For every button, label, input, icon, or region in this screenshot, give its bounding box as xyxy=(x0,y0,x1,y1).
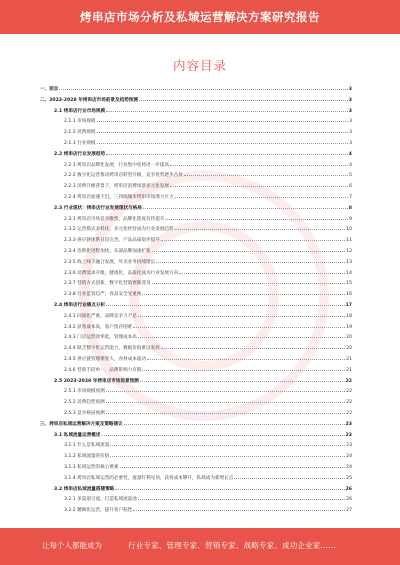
toc-leader-dots xyxy=(138,499,345,500)
toc-leader-dots xyxy=(179,273,345,274)
toc-leader-dots xyxy=(97,132,349,133)
toc-leader-dots xyxy=(143,208,348,209)
toc-entry-label: 3.1 私域流量运营概述 xyxy=(54,432,101,438)
toc-entry-label: 2.2.2 数字化运营推动烤串店转型升级，竞争优势逐步凸显 xyxy=(64,173,183,179)
toc-entry-label: 2.4.5 供应链管理难度大，食材成本波动 xyxy=(64,357,147,362)
toc-entry[interactable] xyxy=(54,486,352,493)
toc-entry-label: 2.5.2 消费趋势预测 xyxy=(64,400,105,406)
toc-leader-dots xyxy=(142,370,345,371)
toc-entry[interactable] xyxy=(64,442,352,449)
toc-entry-label: 二、2023-2028 年烤串店市场前景及趋势预测 xyxy=(40,97,138,103)
toc-entry[interactable] xyxy=(54,432,352,439)
toc-leader-dots xyxy=(170,165,348,166)
toc-leader-dots xyxy=(120,467,346,468)
toc-leader-dots xyxy=(138,337,345,338)
toc-entry-page: 26 xyxy=(346,497,352,503)
toc-entry-page: 24 xyxy=(346,465,352,470)
toc-entry-page: 16 xyxy=(346,292,352,298)
toc-entry[interactable] xyxy=(54,151,352,158)
toc-entry-page: 6 xyxy=(349,184,352,190)
toc-entry-page: 3 xyxy=(348,108,352,114)
report-title: 烤串店市场分析及私域运营解决方案研究报告 xyxy=(80,10,320,24)
toc-entry[interactable] xyxy=(64,313,352,320)
toc-leader-dots xyxy=(139,100,348,101)
toc-entry-label: 2.3.4 连锁化进程加快，头部品牌加速扩张 xyxy=(64,249,151,254)
toc-entry-label: 2.4.3 门店运营效率低，管理成本高 xyxy=(64,335,137,341)
toc-leader-dots xyxy=(97,121,349,122)
toc-entry-label: 3.2 烤串店私域流量搭建策略 xyxy=(54,486,115,492)
toc-entry-page: 3 xyxy=(348,87,352,92)
toc-entry[interactable] xyxy=(64,226,352,233)
toc-entry[interactable] xyxy=(64,237,352,244)
toc-entry[interactable] xyxy=(64,410,352,417)
toc-leader-dots xyxy=(106,305,345,306)
toc-entry-page: 20 xyxy=(346,335,352,341)
toc-entry-page: 7 xyxy=(349,195,352,200)
toc-leader-dots xyxy=(59,89,347,90)
toc-entry[interactable] xyxy=(64,129,352,136)
toc-entry-label: 3.1.2 私域流量的价值 xyxy=(64,454,110,460)
toc-entry-page: 5 xyxy=(349,173,352,179)
toc-entry[interactable] xyxy=(64,367,352,374)
toc-entry[interactable] xyxy=(64,259,352,266)
toc-leader-dots xyxy=(97,143,349,144)
toc-entry[interactable] xyxy=(64,496,352,503)
toc-entry-page: 21 xyxy=(346,367,352,373)
toc-entry-page: 12 xyxy=(346,249,352,254)
toc-entry[interactable] xyxy=(64,194,352,201)
toc-leader-dots xyxy=(234,478,345,479)
toc-leader-dots xyxy=(124,424,345,425)
toc-leader-dots xyxy=(161,240,345,241)
toc-entry-label: 2.1.1 市场规模 xyxy=(64,119,96,125)
toc-entry-label: 2.3.5 线上线下融合发展，外卖业务持续增长 xyxy=(64,259,156,265)
toc-entry-label: 2.2.1 烤串店品牌化发展，行业集中度将进一步提高 xyxy=(64,162,170,168)
toc-entry-page: 15 xyxy=(346,281,352,287)
toc-leader-dots xyxy=(170,186,348,187)
toc-leader-dots xyxy=(147,359,345,360)
toc-entry-page: 23 xyxy=(345,432,352,438)
toc-entry-label: 2.2.4 烤串店加速下沉，三四线城市烤串市场潜力巨大 xyxy=(64,195,174,200)
toc-entry-page: 21 xyxy=(346,357,352,362)
toc-leader-dots xyxy=(133,327,345,328)
toc-entry-label: 2.3.8 行业监管趋严，食品安全受重视 xyxy=(64,292,142,298)
toc-leader-dots xyxy=(140,381,345,382)
toc-entry-label: 3.1.3 私域运营的核心要素 xyxy=(64,465,119,470)
toc-entry-label: 2.2.3 消费升级背景下，烤串店消费场景多元化发展 xyxy=(64,184,170,190)
toc-leader-dots xyxy=(115,489,344,490)
toc-entry[interactable] xyxy=(64,216,352,223)
toc-entry-page: 3 xyxy=(348,97,352,103)
toc-entry-label: 2.5.1 市场规模预测 xyxy=(64,389,105,395)
toc-entry-label: 3.2.2 精细化运营，提升客户粘性 xyxy=(64,508,133,514)
toc-entry[interactable] xyxy=(64,291,352,298)
toc-entry-label: 3.2.1 多渠道引流，打造私域流量池 xyxy=(64,497,137,503)
toc-entry-label: 2.3.2 运营模式多样化，多元化经营成为行业发展趋势 xyxy=(64,227,174,233)
toc-entry[interactable] xyxy=(64,356,352,363)
toc-entry[interactable] xyxy=(64,140,352,147)
toc-entry[interactable] xyxy=(64,324,352,331)
toc-entry-page: 23 xyxy=(345,421,352,427)
toc-entry[interactable] xyxy=(64,388,352,395)
toc-entry-page: 8 xyxy=(348,205,352,211)
report-header xyxy=(0,0,400,34)
toc-entry[interactable] xyxy=(54,108,352,115)
toc-entry-label: 2.4.2 获客成本高，客户留存困难 xyxy=(64,324,133,330)
toc-leader-dots xyxy=(110,456,345,457)
footer-right-text: 行业专家、管理专家、营销专家、战略专家、成功企业家…… xyxy=(128,541,336,550)
toc-leader-dots xyxy=(106,402,345,403)
toc-leader-dots xyxy=(106,111,348,112)
toc-entry[interactable] xyxy=(64,270,352,277)
toc-entry-page: 22 xyxy=(346,389,352,395)
toc-entry[interactable] xyxy=(64,475,352,482)
toc-entry-page: 17 xyxy=(345,303,352,308)
toc-leader-dots xyxy=(142,294,345,295)
report-footer xyxy=(0,528,400,565)
toc-entry-page: 4 xyxy=(349,162,352,168)
toc-entry-page: 19 xyxy=(346,324,352,330)
toc-leader-dots xyxy=(175,197,348,198)
toc-entry-label: 3.1.1 什么是私域流量 xyxy=(64,443,110,449)
toc-entry-label: 2.3.1 烤串店市场竞争激烈，品牌化程度有待提升 xyxy=(64,216,165,222)
toc-entry-page: 13 xyxy=(346,259,352,265)
toc-entry-page: 23 xyxy=(346,443,352,449)
toc-entry-page: 25 xyxy=(346,475,352,481)
toc-entry[interactable] xyxy=(40,97,352,104)
toc-entry-label: 2.4.6 营销手段单一，品牌影响力有限 xyxy=(64,367,142,373)
toc-entry-page: 22 xyxy=(345,378,352,384)
toc-leader-dots xyxy=(161,348,345,349)
toc-entry-page: 22 xyxy=(346,400,352,406)
toc-entry-page: 10 xyxy=(346,227,352,233)
toc-leader-dots xyxy=(152,251,345,252)
toc-entry-page: 18 xyxy=(346,313,352,319)
toc-entry[interactable] xyxy=(64,399,352,406)
toc-entry-label: 三、烤串店私域运营解决方案及策略建议 xyxy=(40,421,123,427)
toc-entry[interactable] xyxy=(64,334,352,341)
toc-entry-label: 2.4.1 同质化严重，品牌竞争力不足 xyxy=(64,313,137,319)
toc-entry[interactable] xyxy=(54,302,352,309)
toc-entry-page: 24 xyxy=(346,454,352,460)
toc-entry[interactable] xyxy=(64,453,352,460)
toc-entry-label: 2.3.6 消费需求升级，健康化、品质化成为行业发展方向 xyxy=(64,270,179,276)
toc-entry[interactable] xyxy=(64,248,352,255)
toc-entry[interactable] xyxy=(64,507,352,514)
toc-entry-label: 2.5.3 竞争格局预测 xyxy=(64,411,105,416)
toc-entry[interactable] xyxy=(54,205,352,212)
toc-entry-page: 9 xyxy=(349,216,352,222)
toc-entry[interactable] xyxy=(64,118,352,125)
toc-entry-label: 2.2 烤串店行业发展趋势 xyxy=(54,151,106,157)
toc-entry-page: 26 xyxy=(345,486,352,492)
toc-entry[interactable] xyxy=(64,183,352,190)
toc-entry-page: 14 xyxy=(346,270,352,276)
toc-entry-page: 11 xyxy=(346,238,352,244)
toc-leader-dots xyxy=(106,391,345,392)
toc-leader-dots xyxy=(110,445,345,446)
toc-entry[interactable] xyxy=(40,421,352,428)
toc-leader-dots xyxy=(156,262,345,263)
toc-entry[interactable] xyxy=(64,162,352,169)
toc-entry[interactable] xyxy=(64,172,352,179)
toc-entry-label: 2.3 行业现状：烤串店行业发展现状与格局 xyxy=(54,205,142,211)
toc-entry-label: 2.4 烤串店行业痛点分析 xyxy=(54,303,106,308)
toc-entry-page: 3 xyxy=(349,119,352,125)
toc-entry[interactable] xyxy=(54,378,352,385)
toc-leader-dots xyxy=(165,219,348,220)
toc-entry-label: 2.3.7 营销方式创新，数字化营销逐渐普及 xyxy=(64,281,151,287)
toc-entry-label: 2.1.2 消费规模 xyxy=(64,130,96,136)
toc-list xyxy=(40,86,352,518)
toc-entry-label: 2.5 2023-2028 年烤串店市场前景预测 xyxy=(54,378,139,384)
toc-leader-dots xyxy=(106,413,345,414)
toc-leader-dots xyxy=(106,154,348,155)
toc-entry-label: 2.1.3 行业规模 xyxy=(64,141,96,146)
toc-entry-page: 22 xyxy=(346,411,352,416)
toc-entry[interactable] xyxy=(64,464,352,471)
toc-entry[interactable] xyxy=(40,86,352,93)
toc-entry[interactable] xyxy=(64,345,352,352)
toc-entry[interactable] xyxy=(64,280,352,287)
toc-leader-dots xyxy=(152,283,345,284)
toc-entry-page: 3 xyxy=(349,141,352,146)
toc-entry-page: 27 xyxy=(346,508,352,514)
toc-leader-dots xyxy=(133,510,345,511)
toc-entry-label: 2.4.4 缺乏数字化运营能力，数据价值难以发挥 xyxy=(64,346,160,352)
toc-entry-label: 一、前言 xyxy=(40,87,59,92)
toc-leader-dots xyxy=(102,435,345,436)
toc-leader-dots xyxy=(184,175,348,176)
toc-leader-dots xyxy=(138,316,345,317)
toc-entry-label: 3.1.4 烤串店私域运营的必要性，流量红利见顶，获客成本攀升，私域成为新增长点 xyxy=(64,475,234,481)
toc-entry-label: 2.3.3 供应链体系日趋完善，产品品质稳步提升 xyxy=(64,238,160,244)
toc-entry-page: 4 xyxy=(348,151,352,157)
footer-left-text: 让每个人都能成为 xyxy=(42,541,102,550)
toc-title: 内容目录 xyxy=(172,58,227,73)
toc-leader-dots xyxy=(175,229,346,230)
toc-entry-label: 2.1 烤串店行业市场规模 xyxy=(54,108,106,114)
toc-entry-page: 20 xyxy=(346,346,352,352)
toc-entry-page: 3 xyxy=(349,130,352,136)
